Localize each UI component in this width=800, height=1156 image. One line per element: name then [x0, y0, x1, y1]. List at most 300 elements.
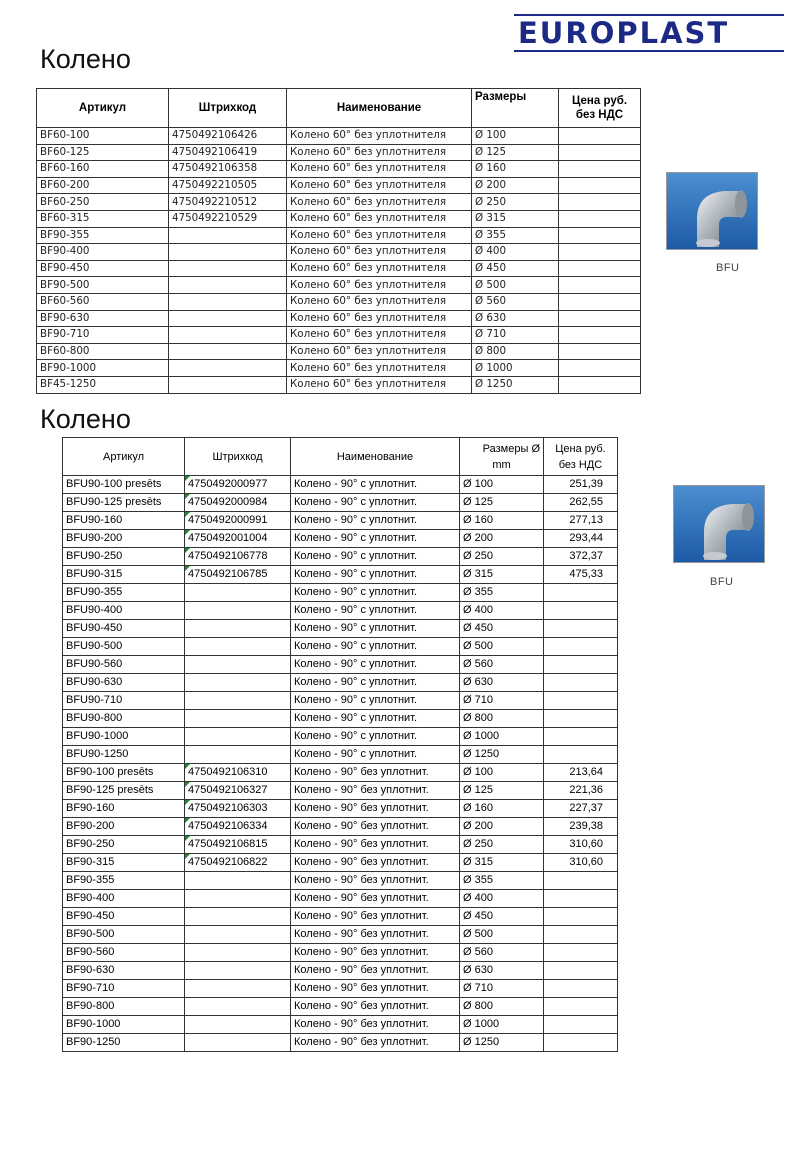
cell-size: Ø 500	[460, 926, 544, 944]
table-row	[63, 746, 618, 764]
cell-barcode	[185, 926, 291, 944]
cell-name: Колено - 90° с уплотнит.	[291, 494, 460, 512]
table-row	[63, 692, 618, 710]
cell-name: Колено - 90° без уплотнит.	[291, 872, 460, 890]
cell-barcode: 4750492106419	[169, 144, 287, 161]
cell-barcode	[185, 998, 291, 1016]
cell-size: Ø 200	[460, 530, 544, 548]
cell-name: Колено - 90° без уплотнит.	[291, 998, 460, 1016]
logo-text: EUROPLAST	[518, 16, 730, 50]
cell-barcode	[185, 638, 291, 656]
header-price-line1: Цена руб.	[555, 442, 606, 455]
table-row	[37, 177, 641, 194]
cell-size: Ø 125	[460, 494, 544, 512]
logo-line-bottom	[514, 50, 784, 52]
cell-price	[559, 194, 641, 211]
cell-price	[559, 210, 641, 227]
table-row	[63, 1034, 618, 1052]
cell-barcode	[169, 343, 287, 360]
cell-name: Колено 60° без уплотнителя	[287, 128, 472, 145]
cell-price	[559, 244, 641, 261]
cell-article: BFU90-200	[63, 530, 185, 548]
cell-name: Колено - 90° без уплотнит.	[291, 980, 460, 998]
cell-price	[544, 1034, 618, 1052]
cell-barcode	[169, 376, 287, 393]
cell-barcode: 4750492106310	[185, 764, 291, 782]
cell-price: 251,39	[544, 476, 618, 494]
cell-price	[544, 1016, 618, 1034]
cell-price	[544, 872, 618, 890]
barcode-marker-icon	[185, 566, 190, 571]
cell-article: BF90-355	[37, 227, 169, 244]
product-photo-bfu-1	[666, 172, 758, 250]
cell-article: BF90-160	[63, 800, 185, 818]
cell-barcode: 4750492106426	[169, 128, 287, 145]
table-row	[63, 512, 618, 530]
table-row	[63, 962, 618, 980]
cell-price	[544, 692, 618, 710]
cell-price	[544, 602, 618, 620]
table-row	[37, 310, 641, 327]
cell-name: Колено - 90° без уплотнит.	[291, 908, 460, 926]
cell-article: BF60-250	[37, 194, 169, 211]
image-label-1: BFU	[716, 262, 740, 274]
cell-barcode	[169, 277, 287, 294]
cell-price: 213,64	[544, 764, 618, 782]
cell-size: Ø 200	[472, 177, 559, 194]
cell-name: Колено - 90° с уплотнит.	[291, 530, 460, 548]
cell-name: Колено - 90° с уплотнит.	[291, 584, 460, 602]
cell-barcode: 4750492106815	[185, 836, 291, 854]
cell-article: BFU90-400	[63, 602, 185, 620]
cell-size: Ø 630	[472, 310, 559, 327]
cell-size: Ø 450	[472, 260, 559, 277]
cell-barcode	[169, 310, 287, 327]
cell-barcode: 4750492210505	[169, 177, 287, 194]
cell-barcode	[169, 260, 287, 277]
cell-price: 227,37	[544, 800, 618, 818]
table-row	[63, 620, 618, 638]
table-row	[63, 782, 618, 800]
cell-name: Колено 60° без уплотнителя	[287, 293, 472, 310]
cell-name: Колено - 90° без уплотнит.	[291, 1016, 460, 1034]
cell-size: Ø 355	[472, 227, 559, 244]
cell-price	[559, 128, 641, 145]
cell-barcode	[169, 244, 287, 261]
cell-size: Ø 250	[460, 836, 544, 854]
cell-barcode	[185, 710, 291, 728]
table-row	[63, 764, 618, 782]
cell-barcode	[185, 962, 291, 980]
header-size	[460, 438, 544, 476]
cell-size: Ø 400	[472, 244, 559, 261]
cell-article: BF90-800	[63, 998, 185, 1016]
cell-barcode: 4750492106358	[169, 161, 287, 178]
header-size: Размеры	[472, 89, 559, 128]
table-row	[37, 376, 641, 393]
cell-barcode	[185, 674, 291, 692]
cell-price	[559, 327, 641, 344]
table-row	[63, 710, 618, 728]
header-name: Наименование	[287, 89, 472, 128]
table-row	[37, 360, 641, 377]
cell-name: Колено 60° без уплотнителя	[287, 210, 472, 227]
cell-size: Ø 630	[460, 962, 544, 980]
cell-size: Ø 315	[460, 566, 544, 584]
cell-size: Ø 160	[460, 800, 544, 818]
cell-name: Колено - 90° без уплотнит.	[291, 926, 460, 944]
cell-article: BF90-125 presēts	[63, 782, 185, 800]
cell-name: Колено 60° без уплотнителя	[287, 260, 472, 277]
table-row	[37, 244, 641, 261]
table-row	[63, 890, 618, 908]
cell-price	[559, 177, 641, 194]
cell-barcode: 4750492210529	[169, 210, 287, 227]
barcode-marker-icon	[185, 800, 190, 805]
cell-article: BF60-125	[37, 144, 169, 161]
cell-article: BF90-710	[63, 980, 185, 998]
table-row	[63, 944, 618, 962]
cell-article: BF90-315	[63, 854, 185, 872]
cell-barcode: 4750492001004	[185, 530, 291, 548]
cell-article: BF90-560	[63, 944, 185, 962]
cell-name: Колено - 90° без уплотнит.	[291, 854, 460, 872]
cell-size: Ø 315	[472, 210, 559, 227]
cell-size: Ø 630	[460, 674, 544, 692]
cell-barcode: 4750492106327	[185, 782, 291, 800]
cell-price	[559, 293, 641, 310]
cell-price	[544, 998, 618, 1016]
cell-barcode	[185, 728, 291, 746]
cell-size: Ø 1000	[460, 728, 544, 746]
barcode-marker-icon	[185, 530, 190, 535]
cell-barcode: 4750492000984	[185, 494, 291, 512]
cell-size: Ø 450	[460, 620, 544, 638]
cell-price: 310,60	[544, 854, 618, 872]
barcode-marker-icon	[185, 512, 190, 517]
cell-article: BF90-450	[37, 260, 169, 277]
cell-size: Ø 560	[460, 656, 544, 674]
cell-barcode	[185, 908, 291, 926]
table-row	[63, 674, 618, 692]
cell-price	[559, 343, 641, 360]
cell-price	[559, 144, 641, 161]
cell-name: Колено - 90° с уплотнит.	[291, 692, 460, 710]
cell-size: Ø 1000	[472, 360, 559, 377]
cell-barcode	[185, 692, 291, 710]
cell-article: BF90-400	[63, 890, 185, 908]
cell-price: 277,13	[544, 512, 618, 530]
cell-size: Ø 1250	[460, 1034, 544, 1052]
cell-barcode: 4750492000991	[185, 512, 291, 530]
cell-price	[544, 962, 618, 980]
section2-header-row	[63, 438, 618, 476]
cell-name: Колено - 90° без уплотнит.	[291, 890, 460, 908]
cell-price	[544, 728, 618, 746]
cell-name: Колено 60° без уплотнителя	[287, 327, 472, 344]
cell-size: Ø 355	[460, 584, 544, 602]
table-row	[37, 144, 641, 161]
barcode-marker-icon	[185, 836, 190, 841]
cell-name: Колено - 90° без уплотнит.	[291, 800, 460, 818]
cell-article: BFU90-450	[63, 620, 185, 638]
cell-name: Колено - 90° с уплотнит.	[291, 602, 460, 620]
table-row	[63, 602, 618, 620]
cell-article: BF90-355	[63, 872, 185, 890]
cell-name: Колено - 90° с уплотнит.	[291, 566, 460, 584]
cell-price	[559, 376, 641, 393]
cell-article: BF90-200	[63, 818, 185, 836]
table-row	[37, 128, 641, 145]
cell-barcode	[169, 360, 287, 377]
cell-name: Колено 60° без уплотнителя	[287, 310, 472, 327]
cell-size: Ø 1000	[460, 1016, 544, 1034]
cell-article: BF60-160	[37, 161, 169, 178]
cell-article: BF90-500	[37, 277, 169, 294]
cell-size: Ø 710	[472, 327, 559, 344]
cell-article: BFU90-630	[63, 674, 185, 692]
cell-barcode: 4750492210512	[169, 194, 287, 211]
section1-header-row	[37, 89, 641, 128]
cell-name: Колено - 90° с уплотнит.	[291, 710, 460, 728]
cell-size: Ø 450	[460, 908, 544, 926]
cell-size: Ø 400	[460, 602, 544, 620]
cell-size: Ø 500	[460, 638, 544, 656]
table-row	[37, 227, 641, 244]
header-size-line1: Размеры Ø	[482, 442, 540, 455]
cell-barcode	[185, 980, 291, 998]
header-barcode: Штрихкод	[185, 438, 291, 476]
cell-size: Ø 125	[460, 782, 544, 800]
cell-size: Ø 710	[460, 692, 544, 710]
cell-name: Колено 60° без уплотнителя	[287, 194, 472, 211]
cell-name: Колено 60° без уплотнителя	[287, 360, 472, 377]
cell-name: Колено 60° без уплотнителя	[287, 227, 472, 244]
barcode-marker-icon	[185, 854, 190, 859]
cell-name: Колено - 90° с уплотнит.	[291, 512, 460, 530]
cell-barcode	[185, 620, 291, 638]
cell-name: Колено - 90° с уплотнит.	[291, 746, 460, 764]
cell-name: Колено - 90° без уплотнит.	[291, 1034, 460, 1052]
cell-name: Колено 60° без уплотнителя	[287, 177, 472, 194]
table-row	[37, 210, 641, 227]
cell-size: Ø 710	[460, 980, 544, 998]
cell-article: BFU90-500	[63, 638, 185, 656]
cell-size: Ø 250	[460, 548, 544, 566]
cell-article: BF90-500	[63, 926, 185, 944]
cell-barcode	[185, 1034, 291, 1052]
header-name: Наименование	[291, 438, 460, 476]
cell-barcode	[169, 327, 287, 344]
cell-barcode: 4750492106785	[185, 566, 291, 584]
cell-name: Колено 60° без уплотнителя	[287, 277, 472, 294]
header-article: Артикул	[63, 438, 185, 476]
cell-price	[544, 746, 618, 764]
europlast-logo	[514, 14, 784, 54]
cell-price	[544, 656, 618, 674]
table-row	[37, 161, 641, 178]
cell-article: BFU90-250	[63, 548, 185, 566]
cell-size: Ø 560	[460, 944, 544, 962]
cell-barcode	[169, 227, 287, 244]
cell-name: Колено - 90° с уплотнит.	[291, 728, 460, 746]
cell-size: Ø 800	[472, 343, 559, 360]
cell-article: BF60-560	[37, 293, 169, 310]
header-price	[544, 438, 618, 476]
table-row	[37, 194, 641, 211]
barcode-marker-icon	[185, 494, 190, 499]
table-row	[63, 818, 618, 836]
cell-price: 475,33	[544, 566, 618, 584]
cell-size: Ø 560	[472, 293, 559, 310]
table-row	[37, 260, 641, 277]
cell-size: Ø 200	[460, 818, 544, 836]
cell-size: Ø 500	[472, 277, 559, 294]
cell-name: Колено - 90° с уплотнит.	[291, 674, 460, 692]
cell-price	[559, 310, 641, 327]
cell-name: Колено - 90° без уплотнит.	[291, 944, 460, 962]
table-row	[63, 854, 618, 872]
cell-name: Колено - 90° с уплотнит.	[291, 548, 460, 566]
cell-price	[544, 620, 618, 638]
cell-price	[559, 227, 641, 244]
cell-size: Ø 355	[460, 872, 544, 890]
table-row	[63, 980, 618, 998]
cell-price: 239,38	[544, 818, 618, 836]
cell-article: BFU90-1000	[63, 728, 185, 746]
product-photo-bfu-2	[673, 485, 765, 563]
duct-elbow-icon	[674, 486, 764, 562]
table-row	[63, 908, 618, 926]
table-row	[63, 998, 618, 1016]
cell-name: Колено 60° без уплотнителя	[287, 161, 472, 178]
header-size-line2: mm	[492, 458, 511, 471]
table-row	[37, 327, 641, 344]
table-row	[63, 530, 618, 548]
barcode-marker-icon	[185, 818, 190, 823]
cell-name: Колено - 90° без уплотнит.	[291, 782, 460, 800]
cell-barcode	[185, 944, 291, 962]
cell-barcode	[185, 872, 291, 890]
cell-barcode: 4750492106778	[185, 548, 291, 566]
cell-article: BF90-1000	[37, 360, 169, 377]
table-row	[63, 728, 618, 746]
cell-price	[544, 926, 618, 944]
cell-article: BF90-1000	[63, 1016, 185, 1034]
table-row	[63, 656, 618, 674]
header-price-line2: без НДС	[558, 458, 603, 471]
table-row	[63, 1016, 618, 1034]
cell-barcode	[185, 890, 291, 908]
table-row	[37, 277, 641, 294]
header-barcode: Штрихкод	[169, 89, 287, 128]
cell-article: BFU90-315	[63, 566, 185, 584]
cell-name: Колено - 90° с уплотнит.	[291, 620, 460, 638]
cell-price	[544, 980, 618, 998]
cell-price	[544, 674, 618, 692]
cell-article: BF90-100 presēts	[63, 764, 185, 782]
header-price: Цена руб. без НДС	[559, 89, 641, 128]
cell-barcode	[185, 656, 291, 674]
cell-price: 293,44	[544, 530, 618, 548]
cell-price: 221,36	[544, 782, 618, 800]
table-row	[37, 343, 641, 360]
cell-price: 372,37	[544, 548, 618, 566]
cell-article: BFU90-160	[63, 512, 185, 530]
header-article: Артикул	[37, 89, 169, 128]
cell-barcode	[185, 602, 291, 620]
table-row	[37, 293, 641, 310]
section1-title: Колено	[40, 44, 131, 74]
cell-article: BFU90-1250	[63, 746, 185, 764]
table-row	[63, 800, 618, 818]
duct-elbow-icon	[667, 173, 757, 249]
section2-title: Колено	[40, 404, 131, 434]
cell-price	[559, 161, 641, 178]
cell-size: Ø 1250	[472, 376, 559, 393]
section2-table	[62, 437, 618, 1052]
table-row	[63, 566, 618, 584]
table-row	[63, 584, 618, 602]
cell-size: Ø 160	[472, 161, 559, 178]
table-row	[63, 836, 618, 854]
cell-name: Колено 60° без уплотнителя	[287, 376, 472, 393]
table-row	[63, 476, 618, 494]
cell-price	[544, 944, 618, 962]
cell-size: Ø 1250	[460, 746, 544, 764]
cell-article: BFU90-560	[63, 656, 185, 674]
cell-size: Ø 100	[472, 128, 559, 145]
cell-barcode: 4750492106822	[185, 854, 291, 872]
cell-barcode	[169, 293, 287, 310]
cell-price	[559, 260, 641, 277]
cell-article: BFU90-710	[63, 692, 185, 710]
cell-size: Ø 800	[460, 998, 544, 1016]
cell-name: Колено - 90° без уплотнит.	[291, 836, 460, 854]
barcode-marker-icon	[185, 764, 190, 769]
cell-article: BF60-315	[37, 210, 169, 227]
cell-article: BF90-1250	[63, 1034, 185, 1052]
cell-article: BF90-630	[37, 310, 169, 327]
cell-article: BFU90-800	[63, 710, 185, 728]
cell-price	[544, 584, 618, 602]
barcode-marker-icon	[185, 548, 190, 553]
table-row	[63, 494, 618, 512]
table-row	[63, 638, 618, 656]
image-label-2: BFU	[710, 576, 734, 588]
cell-article: BF45-1250	[37, 376, 169, 393]
barcode-marker-icon	[185, 476, 190, 481]
cell-barcode: 4750492106334	[185, 818, 291, 836]
table-row	[63, 548, 618, 566]
cell-article: BF90-250	[63, 836, 185, 854]
cell-barcode	[185, 584, 291, 602]
cell-article: BF60-800	[37, 343, 169, 360]
cell-name: Колено - 90° без уплотнит.	[291, 818, 460, 836]
cell-size: Ø 250	[472, 194, 559, 211]
cell-article: BFU90-125 presēts	[63, 494, 185, 512]
cell-size: Ø 800	[460, 710, 544, 728]
cell-size: Ø 400	[460, 890, 544, 908]
cell-price	[544, 890, 618, 908]
cell-article: BF60-200	[37, 177, 169, 194]
cell-size: Ø 315	[460, 854, 544, 872]
cell-price	[559, 360, 641, 377]
cell-barcode: 4750492000977	[185, 476, 291, 494]
cell-article: BF90-630	[63, 962, 185, 980]
cell-name: Колено - 90° с уплотнит.	[291, 656, 460, 674]
cell-article: BF60-100	[37, 128, 169, 145]
